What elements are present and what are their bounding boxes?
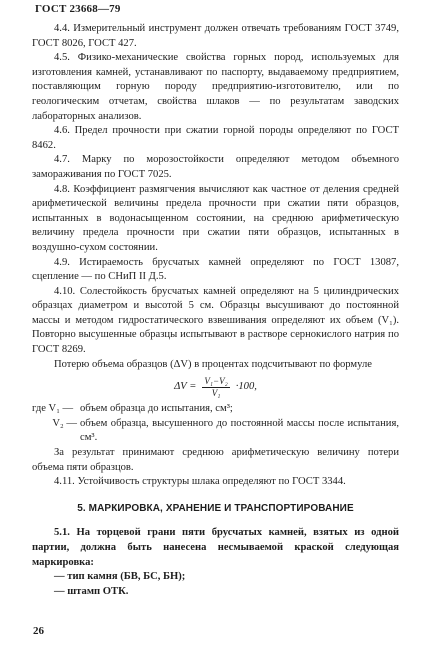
- paragraph-formula-intro: Потерю объема образцов (ΔV) в процентах подсчитывают по формуле: [54, 358, 372, 370]
- paragraph-4-8: 4.8. Коэффициент размягчения вычисляют как частное от деления средней арифметической величины предела прочности при сжатии пяти образцов, испытанных в водонасыщенном состоянии, на среднюю арифметическую величину предела прочности при сжатии пяти образцов, испытанных в воздушно-сухом состоянии.: [32, 183, 399, 253]
- paragraph-4-10: 4.10. Солестойкость брусчатых камней определяют на 5 цилиндрических образцах диаметром и высотой 5 см. Образцы высушивают до постоянной массы и методом гидростатического взвешивания определяют их объем (V₁). Повторно высушенные образцы испытывают в растворе сернокислого натрия по ГОСТ 8269.: [32, 285, 399, 356]
- section-title: 5. МАРКИРОВКА, ХРАНЕНИЕ И ТРАНСПОРТИРОВАНИЕ: [77, 502, 354, 514]
- formula-lhs: ΔV =: [174, 381, 197, 393]
- legend-text-v1: объем образца до испытания, см³;: [80, 403, 233, 415]
- document-body: [32, 22, 399, 599]
- paragraph-5-1: 5.1. На торцевой грани пяти брусчатых камней, взятых из одной партии, должна быть нанесена несмываемой краской следующая маркировка:: [32, 527, 399, 568]
- formula-denominator: V₁: [211, 388, 221, 399]
- legend-row-v2: [32, 417, 399, 446]
- page-number: 26: [33, 625, 44, 637]
- paragraph-4-5: 4.5. Физико-механические свойства горных пород, используемых для изготовления камней, устанавливают по паспорту, выдаваемому предприятием, поставляющим горную породу предприятию-изготовителю, или по геологическим отчетам, свойства шлаков — по результатам заводских лабораторных анализов.: [32, 52, 399, 122]
- legend-row-v1: [32, 402, 399, 417]
- paragraph-4-4: 4.4. Измерительный инструмент должен отвечать требованиям ГОСТ 3749, ГОСТ 8026, ГОСТ 427.: [32, 23, 399, 49]
- legend-text-v2: объем образца, высушенного до постоянной массы после испытания, см³.: [80, 417, 399, 444]
- volume-loss-formula: [32, 376, 399, 399]
- legend-label-v1: где V₁ —: [32, 403, 74, 415]
- legend-label-v2: V₂ —: [52, 417, 77, 429]
- list-item-otk-stamp: — штамп ОТК.: [54, 585, 129, 597]
- paragraph-4-7: 4.7. Марку по морозостойкости определяют методом объемного замораживания по ГОСТ 7025.: [32, 154, 399, 180]
- page-header: ГОСТ 23668—79: [35, 3, 121, 15]
- formula-legend: [32, 402, 399, 446]
- list-item-stone-type: — тип камня (БВ, БС, БН);: [54, 571, 186, 583]
- formula-rhs: ·100,: [235, 381, 257, 393]
- paragraph-4-11: 4.11. Устойчивость структуры шлака определяют по ГОСТ 3344.: [54, 476, 346, 488]
- formula-numerator: V₁−V₂: [204, 376, 228, 387]
- paragraph-4-9: 4.9. Истираемость брусчатых камней определяют по ГОСТ 13087, сцепление — по СНиП II Д.5.: [32, 256, 399, 283]
- formula-fraction: [202, 376, 229, 399]
- paragraph-result: За результат принимают среднюю арифметическую величину потери объема пяти образцов.: [32, 447, 399, 473]
- paragraph-4-6: 4.6. Предел прочности при сжатии горной породы определяют по ГОСТ 8462.: [32, 125, 399, 151]
